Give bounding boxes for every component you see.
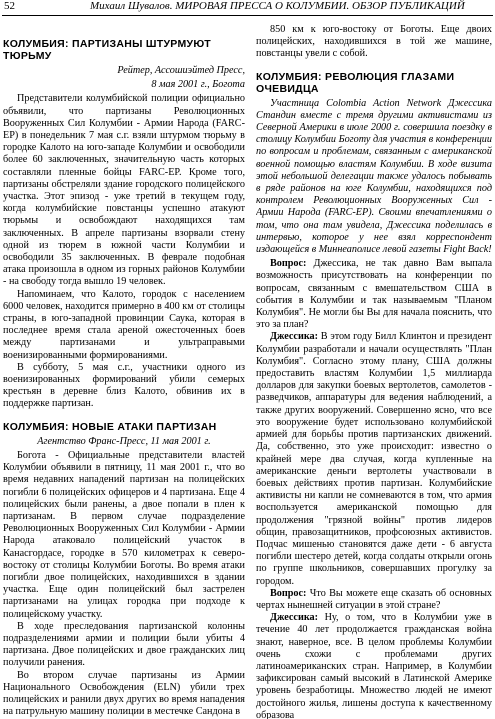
qa-text: Джессика, не так давно Вам выпала возможность присутствовать на конференции по вопросам, связанным с вмешательством США в события в Колумбии и так называемым "Планом Колумбия". Не могли бы Вы для начала пояснить, что это за план? xyxy=(256,258,492,331)
article-source: Агентство Франс-Пресс, 11 мая 2001 г. xyxy=(37,435,211,447)
interview-answer xyxy=(256,331,492,587)
page-number: 52 xyxy=(4,0,15,12)
paragraph: Напоминаем, что Калото, городок с населением 6000 человек, находится примерно в 400 км от столицы страны, в юго-западной провинции Саука, которая в последнее время стала ареной ожесточенных боев между партизанами и ультраправыми военизированными формированиями. xyxy=(3,288,245,361)
paragraph: Богота - Официальные представители властей Колумбии объявили в пятницу, 11 мая 2001 г., что во время недавних нападений партизан на полицейских погибли 6 полицейских офицеров и 4 партизана. Еще 4 полицейских были ранены, а двое попали в плен к партизанам. В первом случае подразделение Революционных Вооруженных Сил Колумбии - Армии Народа атаковало полицейский участок в Канасгордасе, городке в 570 километрах к северо-востоку от столицы Колумбии Боготы. Во время атаки погибли двое полицейских, находившихся в здании участка. Еще один полицейский был застрелен партизанами на улицах городка при подходе к полицейскому участку. xyxy=(3,449,245,620)
qa-text: Что Вы можете еще сказать об основных чертах нынешней ситуации в этой стране? xyxy=(256,587,492,611)
speaker-label: Джессика: xyxy=(270,612,319,624)
interview-answer xyxy=(256,612,492,719)
qa-text: Ну, о том, что в Колумбии уже в течение 40 лет продолжается гражданская война знают, наверное, все. В целом проблемы Колумбии очень схожи с проблемами других латиноамериканских стран. Например, в Колумбии зафиксирован самый высокий в Латинской Америке уровень безработицы. Множество людей не имеют достойного жилья, лишены доступа к качественному образова xyxy=(256,612,492,719)
paragraph: В субботу, 5 мая с.г., участники одного из военизированных формирований убили семерых крестьян в деревне близ Калото, обвинив их в поддержке партизан. xyxy=(3,361,245,410)
paragraph: Представители колумбийской полиции официально объявили, что партизаны Революционных Вооруженных Сил Колумбии - Армии Народа (FARC-EP) в понедельник 7 мая с.г. взяли штурмом тюрьму в городке Калото на юго-западе Колумбии и освободили более 60 заключенных, значительную часть которых составляли пленные бойцы FARC-EP. Кроме того, партизаны обстреляли здание городского полицейского участка. Этот эпизод - уже третий в текущем году, когда колумбийские повстанцы успешно атакуют тюрьмы и освобождают находящихся там заключенных. В апреле партизаны взорвали стену одной из тюрем в южной части Колумбии и освободили 35 заключенных. В феврале подобная атака произошла в одном из горных районов Колумбии - на свободу тогда вышло 19 человек. xyxy=(3,93,245,288)
running-title: Михаил Шувалов. МИРОВАЯ ПРЕССА О КОЛУМБИИ. ОБЗОР ПУБЛИКАЦИЙ xyxy=(90,0,465,12)
header-rule xyxy=(2,15,493,16)
speaker-label: Джессика: xyxy=(270,331,319,343)
qa-text: В этом году Билл Клинтон и президент Колумбии разработали и начали осуществлять "План Колумбия". Согласно этому плану, США должны предоставить властям Колумбии 1,5 миллиарда долларов для закупки боевых вертолетов, самолетов - разведчиков, аппаратуры для ведения наблюдений, а также других вооружений. Совершенно ясно, что все это вооружение будет использовано колумбийской армией для борьбы против партизанских движений. Да, собственно, это уже происходит: известно о крайней мере два случая, когда купленные на американские деньги вертолеты участвовали в боевых действиях против партизан. Колумбийские активисты ни капли не сомневаются в том, что армия воспользуется американской помощью для продолжения "грязной войны" против лидеров общин, правозащитников, профсоюзных активистов. Подчас мишенью становятся даже дети - 6 августа погибли шестеро детей, когда солдаты открыли огонь по группе школьников, совершавших прогулку за городом. xyxy=(256,331,492,587)
article-title: КОЛУМБИЯ: НОВЫЕ АТАКИ ПАРТИЗАН xyxy=(3,420,217,433)
article-lead: Участница Colombia Action Network Джессика Стандин вместе с тремя другими активистами из Северной Америки в июле 2000 г. совершила поездку в столицу Колумбии Боготу для участия в конференции по вопросам и проблемам, связанным с американской военной помощью властям Колумбии. В ходе визита этой небольшой делегации также удалось побывать в ряде районов на юге Колумбии, находящихся под контролем Революционных Вооруженных Сил - Армии Народа (FARC-EP). Своими впечатлениями о том, что она там увидела, Джессика поделилась в интервью, которое у нее взял корреспондент издающейся в Миннеаполисе левой газеты Fight Back! xyxy=(256,97,492,256)
left-column xyxy=(3,24,245,719)
interview-question xyxy=(256,588,492,612)
article-title: КОЛУМБИЯ: РЕВОЛЮЦИЯ ГЛАЗАМИ ОЧЕВИДЦА xyxy=(256,70,455,95)
paragraph: В ходе преследования партизанской колонны подразделениями армии и полиции были убиты 4 партизана. Двое полицейских и двое гражданских лиц получили ранения. xyxy=(3,620,245,669)
speaker-label: Вопрос: xyxy=(270,587,307,599)
speaker-label: Вопрос: xyxy=(270,258,307,270)
article-title: КОЛУМБИЯ: ПАРТИЗАНЫ ШТУРМУЮТ ТЮРЬМУ xyxy=(3,38,211,62)
article-source: Рейтер, Ассошиэйтед Пресс, xyxy=(117,65,245,76)
interview-question xyxy=(256,258,492,331)
paragraph: Во втором случае партизаны из Армии Национального Освобождения (ELN) убили трех полицейских и ранили двух других во время нападения на патрульную машину полиции в местечке Сандона в xyxy=(3,669,245,718)
right-column xyxy=(256,24,492,719)
running-header xyxy=(0,0,495,14)
paragraph-continuation: 850 км к юго-востоку от Боготы. Еще двоих полицейских, находившихся в той же машине, повстанцы увели с собой. xyxy=(256,24,492,60)
article-dateline: 8 мая 2001 г., Богота xyxy=(151,79,245,91)
